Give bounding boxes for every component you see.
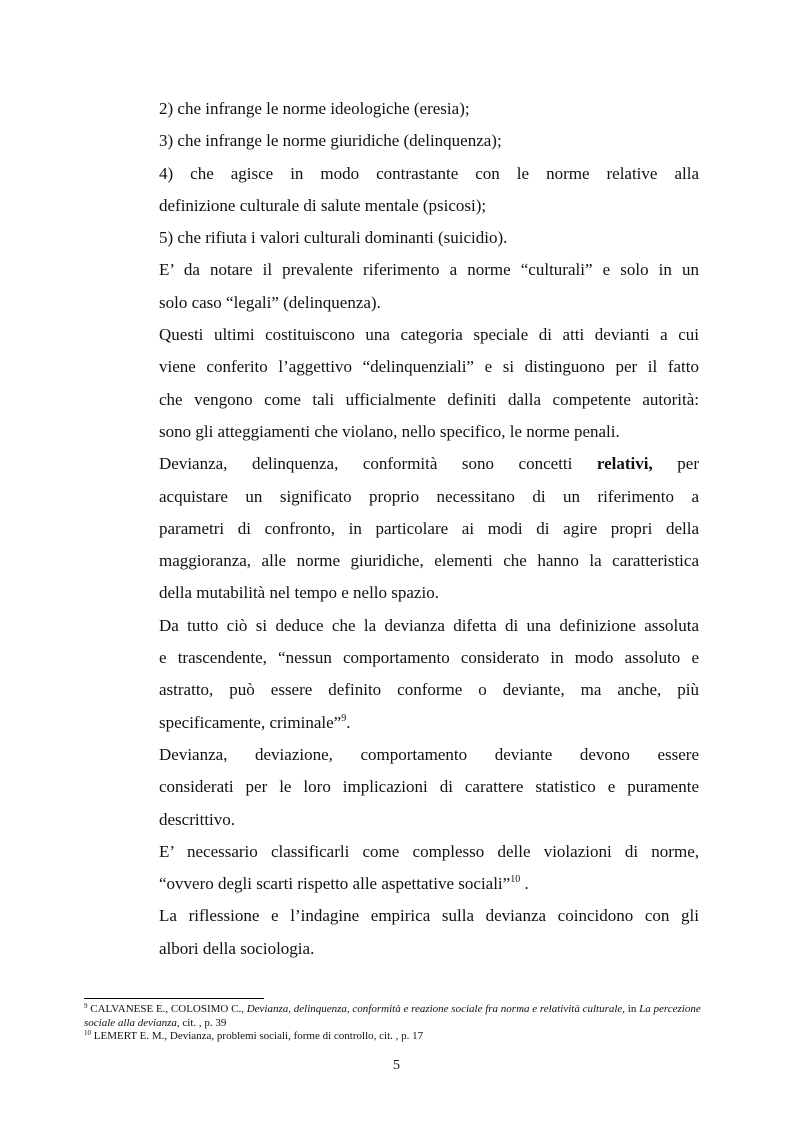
text-line: acquistare un significato proprio necessitano di un riferimento a (159, 486, 699, 506)
footnote-separator (84, 998, 264, 999)
text-line: descrittivo. (159, 809, 236, 829)
text-line: sono gli atteggiamenti che violano, nello specifico, le norme penali. (159, 421, 620, 441)
text-line: 5) che rifiuta i valori culturali dominanti (suicidio). (159, 228, 508, 248)
footnote-9 (84, 1003, 714, 1030)
text-line: solo caso “legali” (delinquenza). (159, 292, 381, 312)
body-text (159, 93, 699, 965)
text-line: parametri di confronto, in particolare ai modi di agire propri della (159, 518, 699, 538)
text-line (159, 868, 699, 900)
bold-term: relativi, (596, 454, 653, 474)
text-line: albori della sociologia. (159, 938, 315, 958)
footnote-ref: 10 (510, 874, 521, 886)
text-segment: . (346, 712, 351, 732)
text-line: che vengono come tali ufficialmente definiti dalla competente autorità: (159, 389, 699, 409)
footnote-ref: 9 (341, 712, 347, 724)
text-line: 2) che infrange le norme ideologiche (eresia); (159, 99, 470, 118)
footnote-10-number: 10 (84, 1029, 91, 1037)
text-line: Devianza, deviazione, comportamento deviante devono essere (159, 744, 699, 764)
text-line: 3) che infrange le norme giuridiche (delinquenza); (159, 131, 502, 151)
text-line: astratto, può essere definito conforme o deviante, ma anche, più (159, 680, 699, 700)
footnote-9-title: Devianza, delinquenza, conformità e reazione sociale fra norma e relatività culturale (246, 1003, 623, 1015)
text-line: e trascendente, “nessun comportamento considerato in modo assoluto e (159, 648, 699, 668)
text-line (159, 707, 699, 739)
text-line: considerati per le loro implicazioni di carattere statistico e puramente (159, 777, 699, 797)
text-line: definizione culturale di salute mentale (psicosi); (159, 195, 487, 215)
text-line: della mutabilità nel tempo e nello spazio. (159, 583, 439, 603)
text-segment: per (652, 454, 699, 474)
text-line: maggioranza, alle norme giuridiche, elementi che hanno la caratteristica (159, 551, 699, 571)
footnote-10 (84, 1030, 714, 1044)
text-segment: Devianza, delinquenza, conformità sono concetti (159, 454, 597, 474)
footnote-9-tail: , cit. , p. 39 (176, 1016, 227, 1029)
text-line: viene conferito l’aggettivo “delinquenziali” e si distinguono per il fatto (159, 357, 699, 377)
text-line: Questi ultimi costituiscono una categoria speciale di atti devianti a cui (159, 325, 699, 345)
footnote-9-authors: CALVANESE E., COLOSIMO C., (87, 1003, 247, 1015)
footnote-9-number: 9 (84, 1002, 88, 1010)
text-line: E’ da notare il prevalente riferimento a norme “culturali” e solo in un (159, 260, 699, 280)
text-line: 4) che agisce in modo contrastante con le norme relative alla (159, 163, 699, 183)
text-line: La riflessione e l’indagine empirica sulla devianza coincidono con gli (159, 906, 699, 926)
text-line: E’ necessario classificarli come complesso delle violazioni di norme, (159, 841, 699, 861)
text-line (159, 448, 699, 480)
page-number: 5 (393, 1058, 400, 1073)
footnote-9-source: La percezione sociale alla devianza (84, 1003, 701, 1029)
text-segment: “ovvero degli scarti rispetto alle aspettative sociali” (159, 874, 511, 894)
footnote-10-text: LEMERT E. M., Devianza, problemi sociali, forme di controllo, cit. , p. 17 (91, 1030, 424, 1042)
footnotes (84, 1003, 714, 1044)
text-segment: . (520, 874, 529, 894)
text-line: Da tutto ciò si deduce che la devianza difetta di una definizione assoluta (159, 615, 699, 635)
text-segment: specificamente, criminale” (159, 712, 342, 732)
footnote-9-mid: , in (622, 1003, 640, 1015)
